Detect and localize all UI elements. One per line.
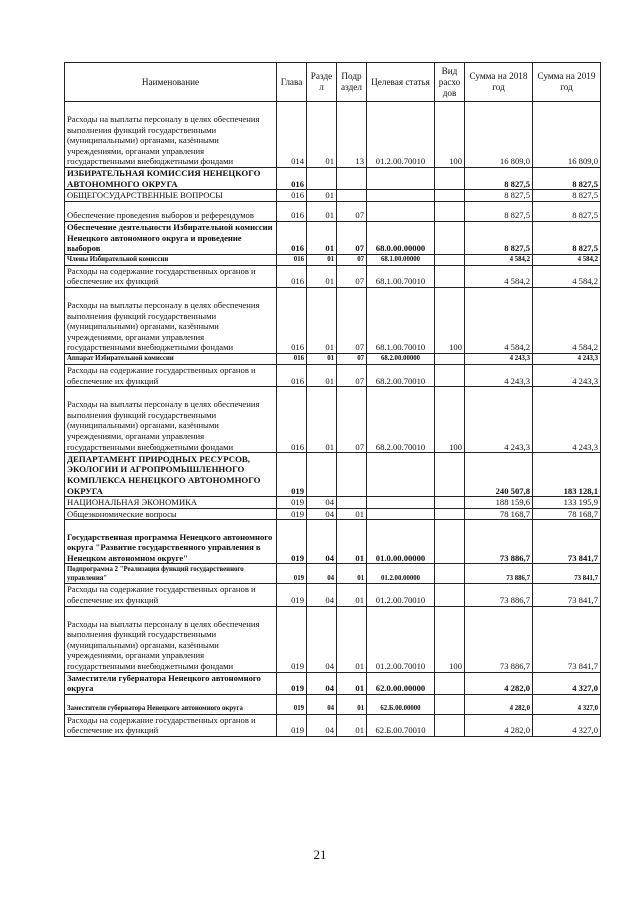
cell-razdel [307, 453, 337, 497]
cell-podrazdel: 07 [337, 364, 367, 386]
cell-name: ДЕПАРТАМЕНТ ПРИРОДНЫХ РЕСУРСОВ, ЭКОЛОГИИ И АГРОПРОМЫШЛЕННОГО КОМПЛЕКСА НЕНЕЦКОГО АВТОНОМНОГО ОКРУГА [65, 453, 277, 497]
cell-sum-2019: 4 243,3 [533, 353, 601, 364]
cell-expense-type: 100 [435, 387, 465, 453]
cell-target-article: 68.2.00.70010 [367, 387, 435, 453]
cell-razdel: 04 [307, 564, 337, 584]
cell-sum-2019: 73 841,7 [533, 564, 601, 584]
cell-podrazdel: 07 [337, 353, 367, 364]
table-row [65, 287, 601, 353]
cell-expense-type [435, 221, 465, 254]
budget-table [64, 62, 601, 737]
cell-glava: 014 [277, 102, 307, 168]
cell-name: Общеэкономические вопросы [65, 508, 277, 520]
cell-sum-2018: 240 507,8 [465, 453, 533, 497]
cell-glava: 019 [277, 497, 307, 509]
cell-name: Обеспечение деятельности Избирательной комиссии Ненецкого автономного округа и проведение выборов [65, 221, 277, 254]
table-row [65, 672, 601, 694]
table-row [65, 606, 601, 672]
cell-sum-2018: 8 827,5 [465, 201, 533, 221]
cell-razdel: 01 [307, 287, 337, 353]
cell-podrazdel: 01 [337, 714, 367, 736]
cell-name: Расходы на содержание государственных органов и обеспечение их функций [65, 364, 277, 386]
cell-razdel: 01 [307, 265, 337, 287]
cell-razdel: 01 [307, 254, 337, 265]
cell-expense-type [435, 453, 465, 497]
col-header-name: Наименование [65, 63, 277, 102]
table-row [65, 564, 601, 584]
cell-name: Подпрограмма 2 "Реализация функций государственного управления" [65, 564, 277, 584]
cell-target-article [367, 453, 435, 497]
cell-glava: 016 [277, 201, 307, 221]
cell-glava: 019 [277, 672, 307, 694]
cell-glava: 016 [277, 168, 307, 190]
cell-target-article: 01.2.00.70010 [367, 102, 435, 168]
cell-razdel: 01 [307, 201, 337, 221]
table-row [65, 364, 601, 386]
cell-razdel: 04 [307, 694, 337, 714]
cell-expense-type [435, 190, 465, 202]
table-row [65, 102, 601, 168]
cell-target-article [367, 168, 435, 190]
cell-target-article: 62.0.00.00000 [367, 672, 435, 694]
table-row [65, 387, 601, 453]
cell-expense-type [435, 265, 465, 287]
cell-podrazdel [337, 190, 367, 202]
cell-podrazdel: 07 [337, 265, 367, 287]
cell-sum-2018: 16 809,0 [465, 102, 533, 168]
cell-sum-2018: 4 584,2 [465, 254, 533, 265]
cell-razdel: 01 [307, 387, 337, 453]
budget-page [64, 62, 600, 737]
cell-expense-type [435, 714, 465, 736]
cell-expense-type [435, 564, 465, 584]
cell-name: Расходы на выплаты персоналу в целях обеспечения выполнения функций государственными (муниципальными) органами, казёнными учреждениями, органами управления государственными внебюджетными фондами [65, 387, 277, 453]
cell-target-article: 62.Б.00.70010 [367, 714, 435, 736]
cell-sum-2018: 4 243,3 [465, 353, 533, 364]
cell-razdel: 01 [307, 102, 337, 168]
cell-razdel: 04 [307, 520, 337, 564]
cell-glava: 019 [277, 714, 307, 736]
table-row [65, 168, 601, 190]
cell-sum-2019: 8 827,5 [533, 190, 601, 202]
cell-podrazdel: 01 [337, 606, 367, 672]
cell-glava: 016 [277, 353, 307, 364]
cell-podrazdel: 07 [337, 387, 367, 453]
cell-expense-type [435, 672, 465, 694]
cell-razdel: 04 [307, 508, 337, 520]
cell-sum-2018: 4 243,3 [465, 364, 533, 386]
col-header-glava: Глава [277, 63, 307, 102]
cell-podrazdel: 01 [337, 520, 367, 564]
table-row [65, 265, 601, 287]
cell-target-article [367, 508, 435, 520]
table-row [65, 453, 601, 497]
cell-sum-2019: 73 841,7 [533, 606, 601, 672]
cell-sum-2018: 188 159,6 [465, 497, 533, 509]
cell-glava: 016 [277, 190, 307, 202]
cell-target-article: 68.2.00.00000 [367, 353, 435, 364]
header-row [65, 63, 601, 102]
cell-name: ИЗБИРАТЕЛЬНАЯ КОМИССИЯ НЕНЕЦКОГО АВТОНОМНОГО ОКРУГА [65, 168, 277, 190]
cell-sum-2019: 8 827,5 [533, 168, 601, 190]
cell-podrazdel: 07 [337, 287, 367, 353]
cell-sum-2018: 4 243,3 [465, 387, 533, 453]
col-header-target-article: Целевая статья [367, 63, 435, 102]
page-number: 21 [313, 847, 327, 862]
cell-target-article: 68.1.00.70010 [367, 287, 435, 353]
cell-sum-2018: 73 886,7 [465, 520, 533, 564]
cell-sum-2019: 78 168,7 [533, 508, 601, 520]
cell-expense-type [435, 694, 465, 714]
col-header-sum-2019: Сумма на 2019 год [533, 63, 601, 102]
cell-sum-2018: 4 584,2 [465, 287, 533, 353]
cell-target-article: 68.2.00.70010 [367, 364, 435, 386]
table-row [65, 520, 601, 564]
cell-expense-type [435, 353, 465, 364]
cell-podrazdel: 01 [337, 584, 367, 606]
cell-name: Расходы на выплаты персоналу в целях обеспечения выполнения функций государственными (муниципальными) органами, казёнными учреждениями, органами управления государственными внебюджетными фондами [65, 102, 277, 168]
cell-name: Расходы на выплаты персоналу в целях обеспечения выполнения функций государственными (муниципальными) органами, казёнными учреждениями, органами управления государственными внебюджетными фондами [65, 606, 277, 672]
cell-sum-2019: 4 327,0 [533, 694, 601, 714]
cell-name: Расходы на содержание государственных органов и обеспечение их функций [65, 714, 277, 736]
cell-target-article: 01.2.00.70010 [367, 584, 435, 606]
cell-name: Члены Избирательной комиссии [65, 254, 277, 265]
cell-podrazdel: 01 [337, 508, 367, 520]
cell-sum-2018: 4 282,0 [465, 694, 533, 714]
cell-expense-type: 100 [435, 606, 465, 672]
cell-expense-type [435, 508, 465, 520]
cell-target-article [367, 201, 435, 221]
cell-sum-2019: 4 243,3 [533, 387, 601, 453]
cell-sum-2018: 73 886,7 [465, 606, 533, 672]
cell-glava: 016 [277, 221, 307, 254]
cell-razdel: 01 [307, 221, 337, 254]
table-row [65, 497, 601, 509]
cell-name: Обеспечение проведения выборов и референдумов [65, 201, 277, 221]
cell-name: ОБЩЕГОСУДАРСТВЕННЫЕ ВОПРОСЫ [65, 190, 277, 202]
cell-glava: 019 [277, 584, 307, 606]
cell-razdel: 01 [307, 190, 337, 202]
cell-target-article: 01.0.00.00000 [367, 520, 435, 564]
cell-glava: 019 [277, 520, 307, 564]
cell-glava: 019 [277, 453, 307, 497]
cell-razdel: 04 [307, 672, 337, 694]
col-header-sum-2018: Сумма на 2018 год [465, 63, 533, 102]
cell-sum-2018: 4 584,2 [465, 265, 533, 287]
cell-name: Расходы на содержание государственных органов и обеспечение их функций [65, 265, 277, 287]
cell-glava: 019 [277, 508, 307, 520]
table-row [65, 221, 601, 254]
cell-sum-2019: 4 327,0 [533, 672, 601, 694]
cell-podrazdel: 07 [337, 201, 367, 221]
cell-razdel [307, 168, 337, 190]
col-header-razdel: Разде л [307, 63, 337, 102]
cell-expense-type [435, 520, 465, 564]
cell-glava: 019 [277, 606, 307, 672]
cell-name: Аппарат Избирательной комиссии [65, 353, 277, 364]
cell-target-article: 62.Б.00.00000 [367, 694, 435, 714]
cell-podrazdel: 01 [337, 672, 367, 694]
cell-podrazdel: 01 [337, 564, 367, 584]
cell-razdel: 01 [307, 364, 337, 386]
col-header-podrazdel: Подр аздел [337, 63, 367, 102]
cell-razdel: 01 [307, 353, 337, 364]
cell-podrazdel: 13 [337, 102, 367, 168]
cell-name: Государственная программа Ненецкого автономного округа "Развитие государственного управления в Ненецком автономном округе" [65, 520, 277, 564]
cell-name: Заместители губернатора Ненецкого автономного округа [65, 672, 277, 694]
cell-expense-type [435, 497, 465, 509]
cell-sum-2019: 4 584,2 [533, 265, 601, 287]
cell-sum-2018: 73 886,7 [465, 584, 533, 606]
cell-glava: 016 [277, 364, 307, 386]
cell-sum-2019: 8 827,5 [533, 201, 601, 221]
cell-target-article [367, 190, 435, 202]
cell-name: НАЦИОНАЛЬНАЯ ЭКОНОМИКА [65, 497, 277, 509]
cell-podrazdel: 07 [337, 254, 367, 265]
cell-razdel: 04 [307, 584, 337, 606]
cell-name: Расходы на выплаты персоналу в целях обеспечения выполнения функций государственными (муниципальными) органами, казёнными учреждениями, органами управления государственными внебюджетными фондами [65, 287, 277, 353]
cell-target-article: 01.2.00.70010 [367, 606, 435, 672]
cell-sum-2018: 8 827,5 [465, 168, 533, 190]
cell-sum-2019: 8 827,5 [533, 221, 601, 254]
cell-expense-type [435, 168, 465, 190]
cell-name: Заместители губернатора Ненецкого автономного округа [65, 694, 277, 714]
cell-sum-2018: 4 282,0 [465, 714, 533, 736]
cell-sum-2018: 4 282,0 [465, 672, 533, 694]
cell-target-article: 68.0.00.00000 [367, 221, 435, 254]
cell-target-article [367, 497, 435, 509]
cell-expense-type [435, 364, 465, 386]
cell-glava: 019 [277, 564, 307, 584]
cell-name: Расходы на содержание государственных органов и обеспечение их функций [65, 584, 277, 606]
cell-sum-2019: 4 243,3 [533, 364, 601, 386]
cell-sum-2018: 8 827,5 [465, 190, 533, 202]
table-row [65, 190, 601, 202]
cell-sum-2019: 73 841,7 [533, 520, 601, 564]
cell-razdel: 04 [307, 606, 337, 672]
table-row [65, 254, 601, 265]
cell-podrazdel [337, 497, 367, 509]
cell-glava: 016 [277, 387, 307, 453]
table-row [65, 201, 601, 221]
cell-glava: 016 [277, 265, 307, 287]
cell-sum-2019: 4 584,2 [533, 287, 601, 353]
cell-target-article: 68.1.00.70010 [367, 265, 435, 287]
cell-glava: 016 [277, 287, 307, 353]
cell-sum-2018: 78 168,7 [465, 508, 533, 520]
cell-podrazdel [337, 453, 367, 497]
cell-expense-type [435, 254, 465, 265]
cell-sum-2019: 133 195,9 [533, 497, 601, 509]
cell-podrazdel: 01 [337, 694, 367, 714]
cell-podrazdel: 07 [337, 221, 367, 254]
cell-glava: 019 [277, 694, 307, 714]
table-row [65, 353, 601, 364]
col-header-expense-type: Вид расхо дов [435, 63, 465, 102]
cell-sum-2019: 4 327,0 [533, 714, 601, 736]
table-row [65, 714, 601, 736]
cell-target-article: 01.2.00.00000 [367, 564, 435, 584]
cell-sum-2018: 8 827,5 [465, 221, 533, 254]
table-row [65, 508, 601, 520]
cell-razdel: 04 [307, 714, 337, 736]
cell-target-article: 68.1.00.00000 [367, 254, 435, 265]
cell-sum-2019: 4 584,2 [533, 254, 601, 265]
cell-sum-2019: 183 128,1 [533, 453, 601, 497]
cell-expense-type: 100 [435, 287, 465, 353]
cell-sum-2018: 73 886,7 [465, 564, 533, 584]
cell-razdel: 04 [307, 497, 337, 509]
cell-podrazdel [337, 168, 367, 190]
cell-expense-type [435, 201, 465, 221]
cell-expense-type [435, 584, 465, 606]
cell-glava: 016 [277, 254, 307, 265]
cell-sum-2019: 73 841,7 [533, 584, 601, 606]
table-row [65, 584, 601, 606]
cell-sum-2019: 16 809,0 [533, 102, 601, 168]
table-row [65, 694, 601, 714]
cell-expense-type: 100 [435, 102, 465, 168]
